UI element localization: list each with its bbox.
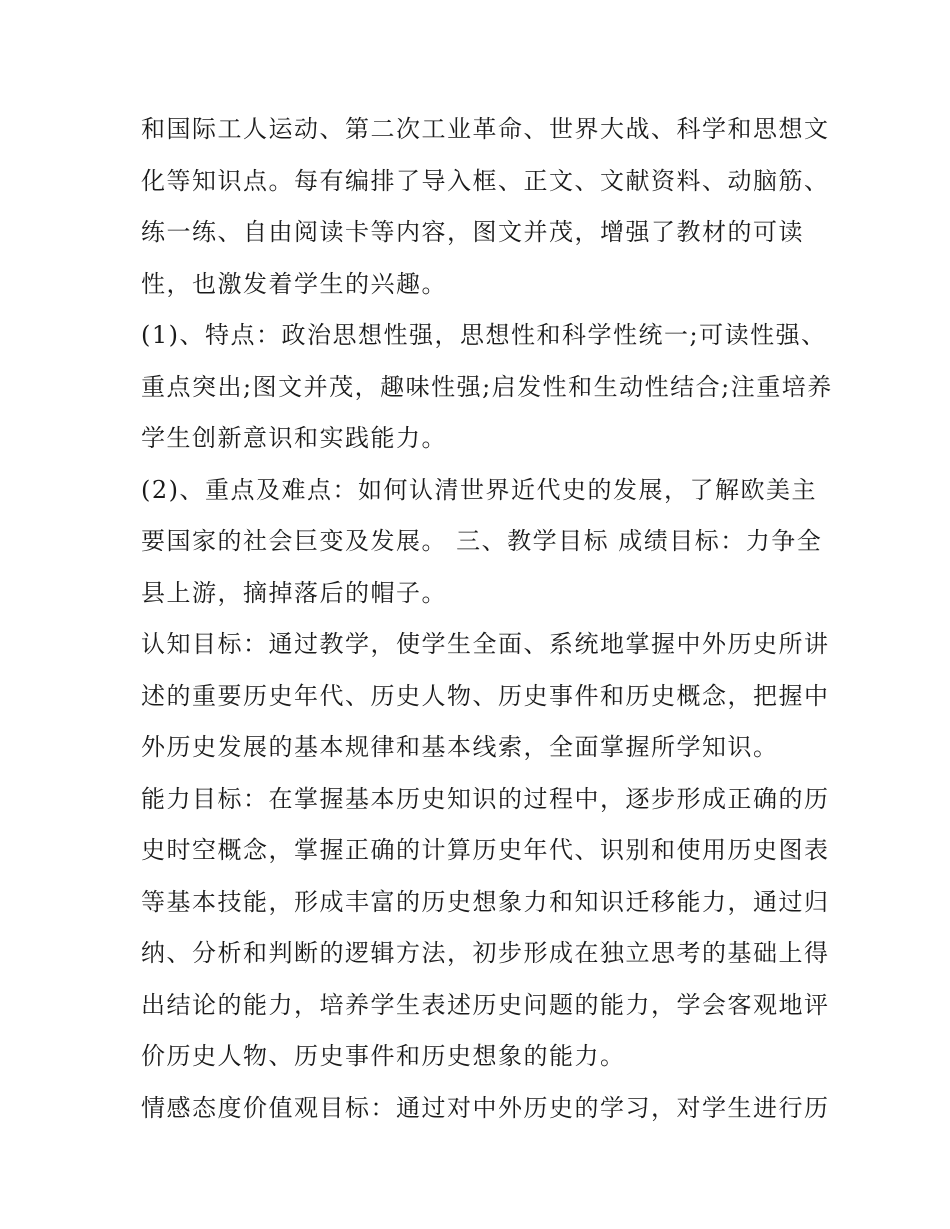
text-line: (1)、特点：政治思想性强，思想性和科学性统一;可读性强、	[141, 321, 827, 349]
text-line: 化等知识点。每有编排了导入框、正文、文献资料、动脑筋、	[141, 166, 830, 195]
text-line: 价历史人物、历史事件和历史想象的能力。	[141, 1042, 626, 1070]
text-line: 学生创新意识和实践能力。	[141, 424, 447, 452]
text-line: 要国家的社会巨变及发展。 三、教学目标 成绩目标：力争全	[141, 527, 823, 555]
text-line: 能力目标：在掌握基本历史知识的过程中，逐步形成正确的历	[141, 784, 830, 813]
text-line: 情感态度价值观目标：通过对中外历史的学习，对学生进行历	[141, 1093, 830, 1122]
text-line: 纳、分析和判断的逻辑方法，初步形成在独立思考的基础上得	[141, 939, 830, 967]
text-line: (2)、重点及难点：如何认清世界近代史的发展，了解欧美主	[141, 475, 817, 504]
text-line: 史时空概念，掌握正确的计算历史年代、识别和使用历史图表	[141, 836, 830, 864]
text-line: 等基本技能，形成丰富的历史想象力和知识迁移能力，通过归	[141, 887, 830, 916]
document-body	[141, 104, 833, 1134]
text-line: 性，也激发着学生的兴趣。	[141, 269, 447, 298]
text-line: 述的重要历史年代、历史人物、历史事件和历史概念，把握中	[141, 681, 830, 710]
text-line: 县上游，摘掉落后的帽子。	[141, 578, 447, 607]
text-line: 外历史发展的基本规律和基本线索，全面掌握所学知识。	[141, 733, 779, 761]
text-line: 和国际工人运动、第二次工业革命、世界大战、科学和思想文	[141, 115, 830, 143]
text-line: 出结论的能力，培养学生表述历史问题的能力，学会客观地评	[141, 990, 830, 1019]
text-line: 重点突出;图文并茂，趣味性强;启发性和生动性结合;注重培养	[141, 372, 833, 401]
text-line: 练一练、自由阅读卡等内容，图文并茂，增强了教材的可读	[141, 218, 804, 246]
text-line: 认知目标：通过教学，使学生全面、系统地掌握中外历史所讲	[141, 630, 830, 658]
